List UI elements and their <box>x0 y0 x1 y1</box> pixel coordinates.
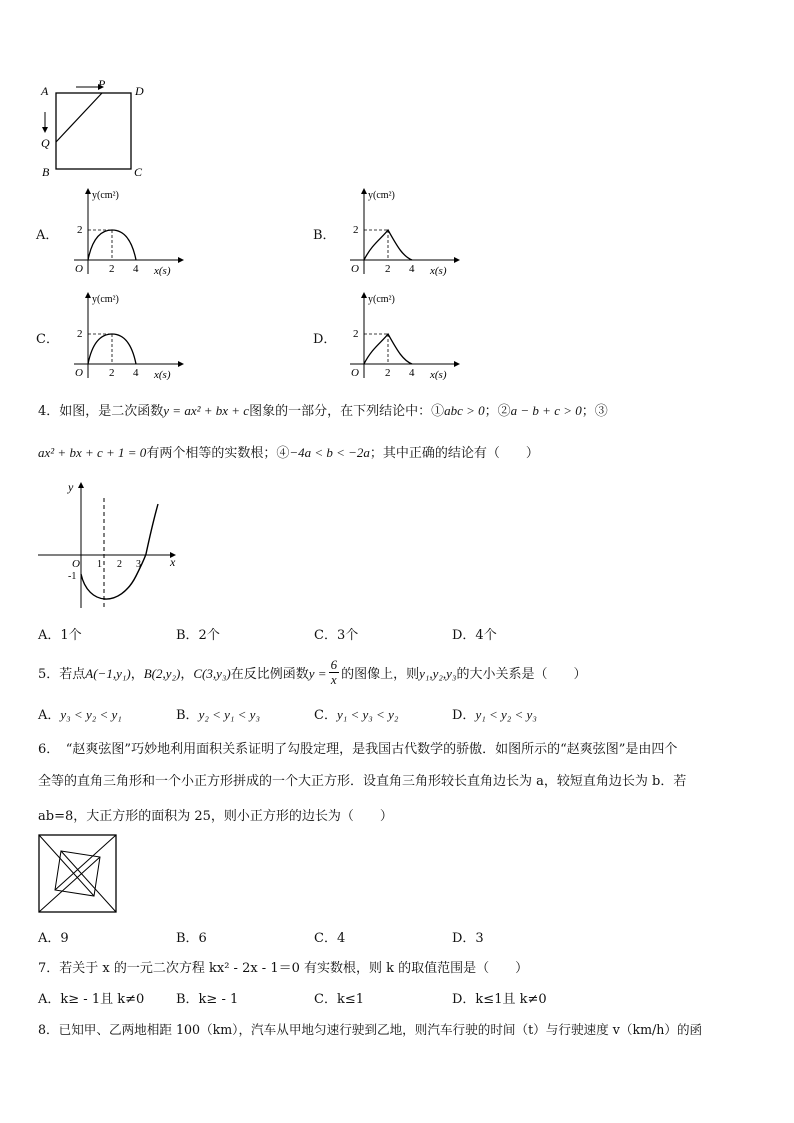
option-b[interactable]: B．2个 <box>176 628 220 643</box>
svg-text:2: 2 <box>385 263 391 275</box>
svg-text:y(cm²): y(cm²) <box>92 190 119 201</box>
question-4-line-1: 4．如图，是二次函数y = ax² + bx + c图象的一部分，在下列结论中：①abc > 0；②a − b + c > 0；③ <box>38 403 608 419</box>
svg-text:2: 2 <box>117 559 122 570</box>
formula: y = ax² + bx + c <box>163 403 250 418</box>
graph-b-svg <box>342 186 462 276</box>
svg-text:2: 2 <box>353 328 359 340</box>
fraction: $\frac{6}{x}$ <box>330 657 338 687</box>
option-a[interactable]: A．1个 <box>38 628 82 643</box>
option-letter: B． <box>313 228 336 243</box>
svg-text:y(cm²): y(cm²) <box>368 190 395 201</box>
option-a[interactable]: A．9 <box>38 931 69 946</box>
svg-text:4: 4 <box>409 367 415 379</box>
svg-text:2: 2 <box>109 263 115 275</box>
svg-text:x(s): x(s) <box>154 369 171 380</box>
option-letter: A． <box>36 228 59 243</box>
svg-text:3: 3 <box>136 559 141 570</box>
question-6-line-3: ab=8，大正方形的面积为 25，则小正方形的边长为（ ） <box>38 809 393 824</box>
svg-text:O: O <box>351 367 359 379</box>
graph-a-svg <box>66 186 186 276</box>
question-5-stem: 5．若点A(−1,y₁)，B(2,y₂)，C(3,y₃)在反比例函数y = $\frac{6}{x}$ 的图像上，则y₁,y₂,y₃的大小关系是（ ） <box>38 657 587 687</box>
option-b[interactable]: B．k≥ - 1 <box>176 992 239 1007</box>
segment-pq <box>56 93 102 142</box>
option-a[interactable]: A．k≥ - 1且 k≠0 <box>38 992 145 1007</box>
svg-text:2: 2 <box>385 367 391 379</box>
svg-text:O: O <box>351 263 359 275</box>
question-6-line-2: 全等的直角三角形和一个小正方形拼成的一个大正方形．设直角三角形较长直角边长为 a，较短直角边长为 b．若 <box>38 774 687 789</box>
question-7-stem: 7．若关于 x 的一元二次方程 kx² - 2x - 1＝0 有实数根，则 k 的取值范围是（ ） <box>38 961 529 976</box>
option-d[interactable]: D．3 <box>452 931 484 946</box>
svg-text:2: 2 <box>353 224 359 236</box>
option-c[interactable]: C．k≤1 <box>314 992 364 1007</box>
svg-text:1: 1 <box>97 559 102 570</box>
svg-text:2: 2 <box>109 367 115 379</box>
question-4-line-2: ax² + bx + c + 1 = 0有两个相等的实数根；④−4a < b < −2a；其中正确的结论有（ ） <box>38 445 539 461</box>
option-c[interactable]: C．3个 <box>314 628 359 643</box>
svg-text:-1: -1 <box>68 571 77 582</box>
svg-text:2: 2 <box>77 224 83 236</box>
svg-text:2: 2 <box>77 328 83 340</box>
svg-text:4: 4 <box>133 263 139 275</box>
label-a: A <box>41 84 49 98</box>
question-6-line-1: 6． “赵爽弦图”巧妙地利用面积关系证明了勾股定理，是我国古代数学的骄傲．如图所示的“赵爽弦图”是由四个 <box>38 742 678 757</box>
zhao-shuang-diagram <box>38 834 118 914</box>
svg-text:4: 4 <box>133 367 139 379</box>
svg-text:x: x <box>170 555 176 569</box>
option-c[interactable]: C．y₁ < y₃ < y₂ <box>314 707 399 723</box>
option-c[interactable]: C．4 <box>314 931 346 946</box>
label-b: B <box>42 165 50 179</box>
svg-text:x(s): x(s) <box>430 369 447 380</box>
option-letter: D． <box>313 332 337 347</box>
option-b[interactable]: B．6 <box>176 931 207 946</box>
svg-text:y(cm²): y(cm²) <box>368 294 395 305</box>
svg-text:x(s): x(s) <box>154 265 171 276</box>
svg-text:4: 4 <box>409 263 415 275</box>
label-c: C <box>134 165 143 179</box>
option-b[interactable]: B．y₂ < y₁ < y₃ <box>176 707 260 723</box>
svg-text:y: y <box>68 480 74 494</box>
label-q: Q <box>41 136 50 150</box>
square-figure <box>38 76 150 180</box>
arrow-q-head <box>42 127 48 133</box>
svg-text:y(cm²): y(cm²) <box>92 294 119 305</box>
svg-text:O: O <box>75 367 83 379</box>
option-letter: C． <box>36 332 59 347</box>
square-abcd <box>56 93 131 169</box>
option-d[interactable]: D．4个 <box>452 628 497 643</box>
svg-text:O: O <box>75 263 83 275</box>
parabola-curve <box>81 504 158 599</box>
formula: ax² + bx + c + 1 = 0 <box>38 445 147 460</box>
option-d[interactable]: D．y₁ < y₂ < y₃ <box>452 707 537 723</box>
svg-text:x(s): x(s) <box>430 265 447 276</box>
parabola-graph <box>36 478 181 610</box>
option-a[interactable]: A．y₃ < y₂ < y₁ <box>38 707 122 723</box>
question-8-stem: 8．已知甲、乙两地相距 100（km），汽车从甲地匀速行驶到乙地，则汽车行驶的时间（t）与行驶速度 v（km/h）的函 <box>38 1022 703 1037</box>
svg-text:O: O <box>72 558 80 570</box>
option-d[interactable]: D．k≤1且 k≠0 <box>452 992 547 1007</box>
graph-d-svg <box>342 290 462 380</box>
label-p: P <box>98 77 106 91</box>
label-d: D <box>135 84 144 98</box>
graph-c-svg <box>66 290 186 380</box>
inner-square <box>55 851 100 896</box>
